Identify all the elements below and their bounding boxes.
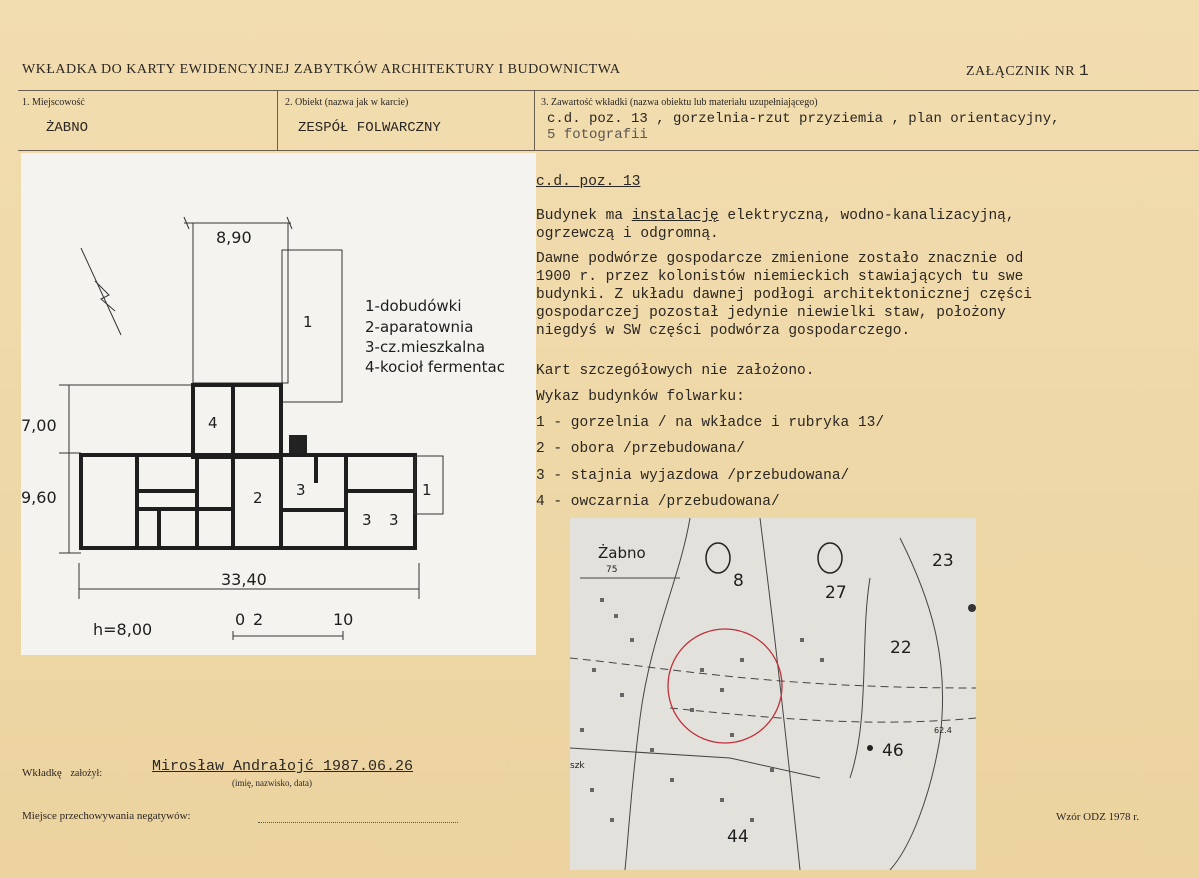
contents-line-1: c.d. poz. 13 , gorzelnia-rzut przyziemia , plan orientacyjny, bbox=[547, 111, 1060, 127]
map-road bbox=[670, 708, 976, 722]
floor-plan-drawing bbox=[21, 153, 536, 655]
fields-rule bbox=[18, 150, 1199, 151]
scale-2: 2 bbox=[253, 610, 264, 629]
map-number: 27 bbox=[825, 583, 847, 603]
created-by-label: Wkładkę założył: bbox=[22, 767, 103, 779]
map-number: 44 bbox=[727, 827, 749, 847]
map-number: 46 bbox=[882, 741, 904, 761]
map-point-46 bbox=[867, 745, 873, 751]
object-value: ZESPÓŁ FOLWARCZNY bbox=[298, 120, 441, 136]
section-heading: c.d. poz. 13 bbox=[536, 174, 641, 190]
contents-line-2: 5 fotografii bbox=[547, 127, 648, 143]
header-rule bbox=[18, 90, 1199, 91]
orientation-map bbox=[570, 518, 976, 870]
building-outline bbox=[81, 455, 415, 548]
map-road bbox=[570, 658, 976, 688]
height-note: h=8,00 bbox=[93, 620, 153, 639]
paragraph-2-line: niegdyś w SW części podwórza gospodarczego. bbox=[536, 323, 911, 339]
map-road bbox=[760, 518, 800, 870]
contents-label: 3. Zawartość wkładki (nazwa obiektu lub materiału uzupełniającego) bbox=[541, 97, 818, 108]
room-label: 1 bbox=[422, 481, 432, 499]
room-label: 3 bbox=[389, 511, 399, 529]
map-drawing bbox=[570, 518, 976, 870]
map-line bbox=[570, 748, 820, 778]
scale-0: 0 bbox=[235, 610, 246, 629]
paragraph-3: Kart szczegółowych nie założono. bbox=[536, 363, 815, 379]
room-label: 2 bbox=[253, 489, 263, 507]
map-number: 8 bbox=[733, 571, 744, 591]
chimney bbox=[289, 435, 307, 453]
map-point bbox=[968, 604, 976, 612]
room-label: 3 bbox=[296, 481, 306, 499]
map-stream bbox=[890, 538, 943, 870]
dim-left-lower: 9,60 bbox=[21, 488, 57, 507]
paragraph-2-line: gospodarczej pozostał jedynie niewielki staw, położony bbox=[536, 305, 1006, 321]
map-road bbox=[625, 518, 690, 870]
locality-label: 1. Miejscowość bbox=[22, 97, 85, 108]
dim-top: 8,90 bbox=[216, 228, 252, 247]
dim-bottom: 33,40 bbox=[221, 570, 267, 589]
legend-item: 1-dobudówki bbox=[365, 297, 462, 315]
room-label: 3 bbox=[362, 511, 372, 529]
map-height-mark: 62.4 bbox=[934, 726, 952, 735]
floor-plan bbox=[21, 153, 536, 655]
locality-value: ŻABNO bbox=[46, 120, 89, 136]
map-label-szk: szk bbox=[570, 761, 585, 771]
list-item: 4 - owczarnia /przebudowana/ bbox=[536, 494, 780, 510]
map-houses bbox=[580, 598, 824, 822]
legend-item: 2-aparatownia bbox=[365, 318, 474, 336]
map-marker-8 bbox=[706, 543, 730, 573]
map-number: 22 bbox=[890, 638, 912, 658]
dim-left-upper: 7,00 bbox=[21, 416, 57, 435]
paragraph-1-line-2: ogrzewczą i odgromną. bbox=[536, 226, 719, 242]
map-elevation: 75 bbox=[606, 565, 618, 575]
annex-left-outline bbox=[193, 223, 288, 383]
created-by-value: Mirosław Andrałojć 1987.06.26 bbox=[152, 758, 414, 775]
negatives-storage-field bbox=[258, 822, 458, 823]
paragraph-1: Budynek ma instalację elektryczną, wodno-kanalizacyjną, bbox=[536, 208, 1015, 224]
list-item: 3 - stajnia wyjazdowa /przebudowana/ bbox=[536, 468, 850, 484]
list-item: 2 - obora /przebudowana/ bbox=[536, 441, 745, 457]
form-designation: Wzór ODZ 1978 r. bbox=[1056, 811, 1140, 823]
list-title: Wykaz budynków folwarku: bbox=[536, 389, 745, 405]
room-label: 4 bbox=[208, 414, 218, 432]
field-divider-1 bbox=[277, 91, 278, 150]
room-label: 1 bbox=[303, 313, 313, 331]
field-divider-2 bbox=[534, 91, 535, 150]
map-place-name: Żabno bbox=[598, 544, 646, 562]
paragraph-2-line: 1900 r. przez kolonistów niemieckich stawiających tu swe bbox=[536, 269, 1024, 285]
card-title: WKŁADKA DO KARTY EWIDENCYJNEJ ZABYTKÓW ARCHITEKTURY I BUDOWNICTWA bbox=[22, 62, 621, 77]
north-arrow bbox=[81, 248, 121, 335]
map-marker-27 bbox=[818, 543, 842, 573]
legend-item: 3-cz.mieszkalna bbox=[365, 338, 486, 356]
paragraph-2-line: budynki. Z układu dawnej podłogi architektonicznej części bbox=[536, 287, 1032, 303]
map-highlight-circle bbox=[668, 629, 782, 743]
negatives-storage-label: Miejsce przechowywania negatywów: bbox=[22, 810, 191, 822]
room-4-outline bbox=[193, 385, 281, 457]
map-number: 23 bbox=[932, 551, 954, 571]
created-by-hint: (imię, nazwisko, data) bbox=[232, 778, 312, 788]
paragraph-2-line: Dawne podwórze gospodarcze zmienione zostało znacznie od bbox=[536, 251, 1024, 267]
scale-10: 10 bbox=[333, 610, 354, 629]
legend-item: 4-kocioł fermentac bbox=[365, 358, 505, 376]
list-item: 1 - gorzelnia / na wkładce i rubryka 13/ bbox=[536, 415, 885, 431]
object-label: 2. Obiekt (nazwa jak w karcie) bbox=[285, 97, 409, 108]
annex-label: ZAŁĄCZNIK NR 1 bbox=[966, 62, 1090, 80]
annex-number: 1 bbox=[1079, 62, 1090, 80]
